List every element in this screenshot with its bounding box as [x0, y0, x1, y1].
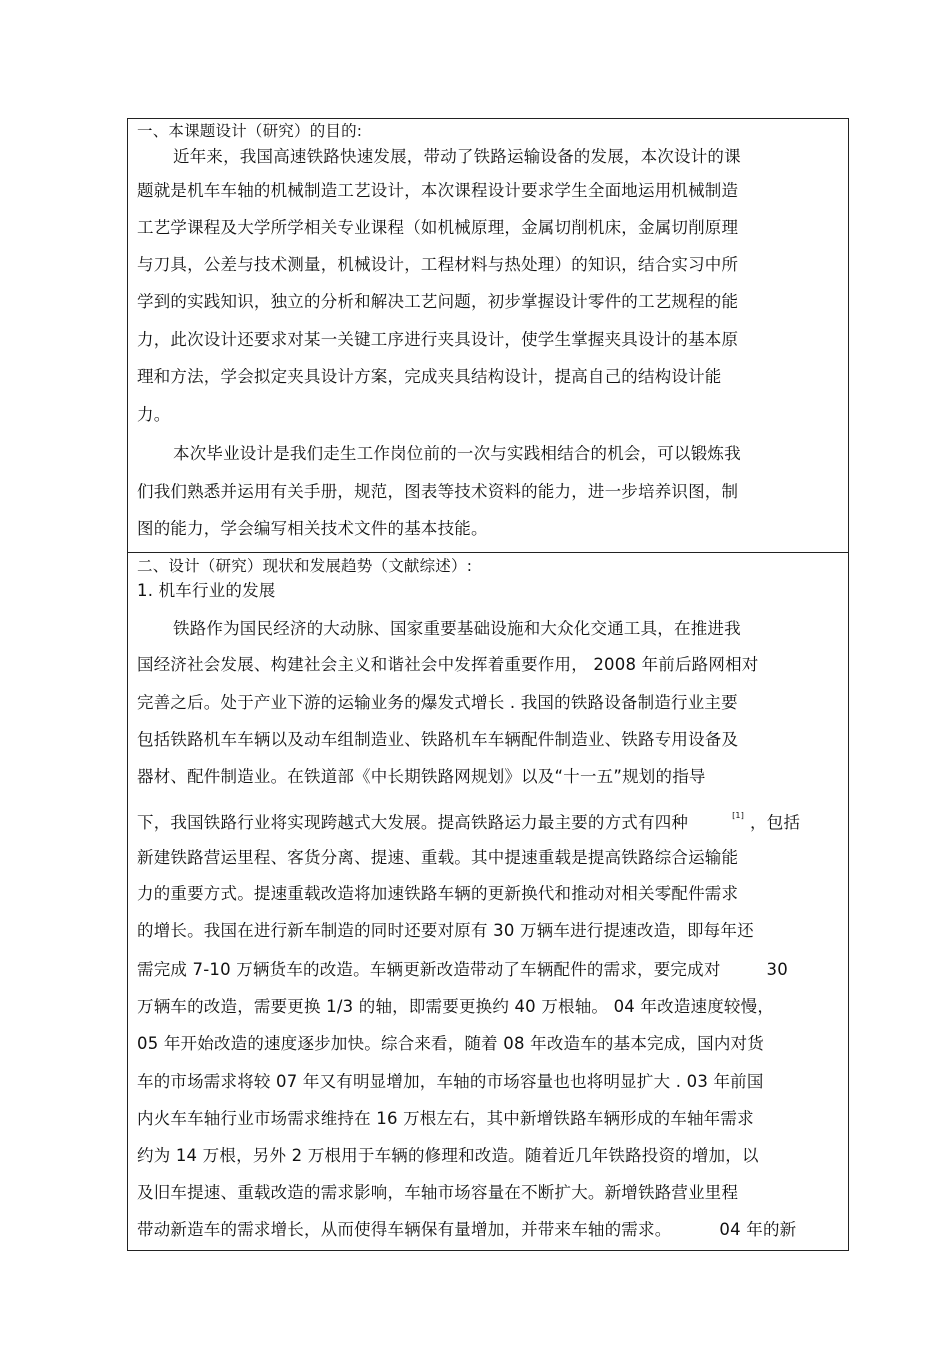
paragraph-line: 内火车车轴行业市场需求维持在 16 万根左右，其中新增铁路车辆形成的车轴年需求 — [137, 1109, 754, 1128]
paragraph-line: 完善之后。处于产业下游的运输业务的爆发式增长 . 我国的铁路设备制造行业主要 — [137, 693, 738, 712]
paragraph-line — [137, 1220, 796, 1240]
paragraph-line: 工艺学课程及大学所学相关专业课程（如机械原理，金属切削机床，金属切削原理 — [137, 218, 739, 237]
paragraph-line — [137, 960, 788, 980]
paragraph-line: 力，此次设计还要求对某一关键工序进行夹具设计，使学生掌握夹具设计的基本原 — [137, 330, 739, 349]
paragraph-text: 需完成 7-10 万辆货车的改造。车辆更新改造带动了车辆配件的需求，要完成对 — [137, 960, 721, 979]
paragraph-line: 力的重要方式。提速重载改造将加速铁路车辆的更新换代和推动对相关零配件需求 — [137, 884, 739, 903]
paragraph-line: 理和方法，学会拟定夹具设计方案，完成夹具结构设计，提高自己的结构设计能 — [137, 367, 722, 386]
section2-subheading: 1. 机车行业的发展 — [137, 581, 276, 600]
paragraph-line: 本次毕业设计是我们走生工作岗位前的一次与实践相结合的机会，可以锻炼我 — [173, 444, 741, 463]
paragraph-line: 车的市场需求将较 07 年又有明显增加，车轴的市场容量也也将明显扩大 . 03 年前国 — [137, 1072, 764, 1091]
section-divider — [128, 552, 848, 553]
paragraph-line: 与刀具，公差与技术测量，机械设计，工程材料与热处理）的知识，结合实习中所 — [137, 255, 739, 274]
reference-mark: [1] — [732, 811, 745, 820]
paragraph-text: 04 年的新 — [719, 1220, 797, 1239]
paragraph-line: 新建铁路营运里程、客货分离、提速、重载。其中提速重载是提高铁路综合运输能 — [137, 848, 739, 867]
section1-heading: 一、本课题设计（研究）的目的: — [137, 122, 363, 140]
paragraph-line: 力。 — [137, 405, 171, 424]
paragraph-text: 带动新造车的需求增长，从而使得车辆保有量增加，并带来车轴的需求。 — [137, 1220, 672, 1239]
document-table — [127, 118, 849, 1251]
paragraph-line — [137, 806, 800, 833]
paragraph-line: 学到的实践知识，独立的分析和解决工艺问题，初步掌握设计零件的工艺规程的能 — [137, 292, 739, 311]
paragraph-line: 题就是机车车轴的机械制造工艺设计，本次课程设计要求学生全面地运用机械制造 — [137, 181, 739, 200]
paragraph-line: 器材、配件制造业。在铁道部《中长期铁路网规划》以及“十一五”规划的指导 — [137, 767, 706, 786]
paragraph-line: 近年来，我国高速铁路快速发展，带动了铁路运输设备的发展，本次设计的课 — [173, 147, 741, 166]
paragraph-line: 们我们熟悉并运用有关手册，规范，图表等技术资料的能力，进一步培养识图，制 — [137, 482, 739, 501]
section2-heading: 二、设计（研究）现状和发展趋势（文献综述）: — [137, 557, 473, 575]
paragraph-line: 包括铁路机车车辆以及动车组制造业、铁路机车车辆配件制造业、铁路专用设备及 — [137, 730, 739, 749]
paragraph-text: 30 — [766, 960, 788, 979]
paragraph-line: 国经济社会发展、构建社会主义和谐社会中发挥着重要作用， 2008 年前后路网相对 — [137, 655, 759, 674]
paragraph-line: 铁路作为国民经济的大动脉、国家重要基础设施和大众化交通工具，在推进我 — [173, 619, 741, 638]
paragraph-line: 的增长。我国在进行新车制造的同时还要对原有 30 万辆车进行提速改造，即每年还 — [137, 921, 754, 940]
paragraph-line: 及旧车提速、重载改造的需求影响，车轴市场容量在不断扩大。新增铁路营业里程 — [137, 1183, 739, 1202]
paragraph-text: ，包括 — [750, 813, 801, 832]
paragraph-line: 万辆车的改造，需要更换 1/3 的轴，即需要更换约 40 万根轴。 04 年改造速度较慢， — [137, 997, 775, 1016]
paragraph-line: 图的能力，学会编写相关技术文件的基本技能。 — [137, 519, 488, 538]
paragraph-line: 05 年开始改造的速度逐步加快。综合来看，随着 08 年改造车的基本完成，国内对货 — [137, 1034, 764, 1053]
paragraph-text: 下，我国铁路行业将实现跨越式大发展。提高铁路运力最主要的方式有四种 — [137, 813, 689, 832]
paragraph-line: 约为 14 万根，另外 2 万根用于车辆的修理和改造。随着近几年铁路投资的增加，以 — [137, 1146, 759, 1165]
